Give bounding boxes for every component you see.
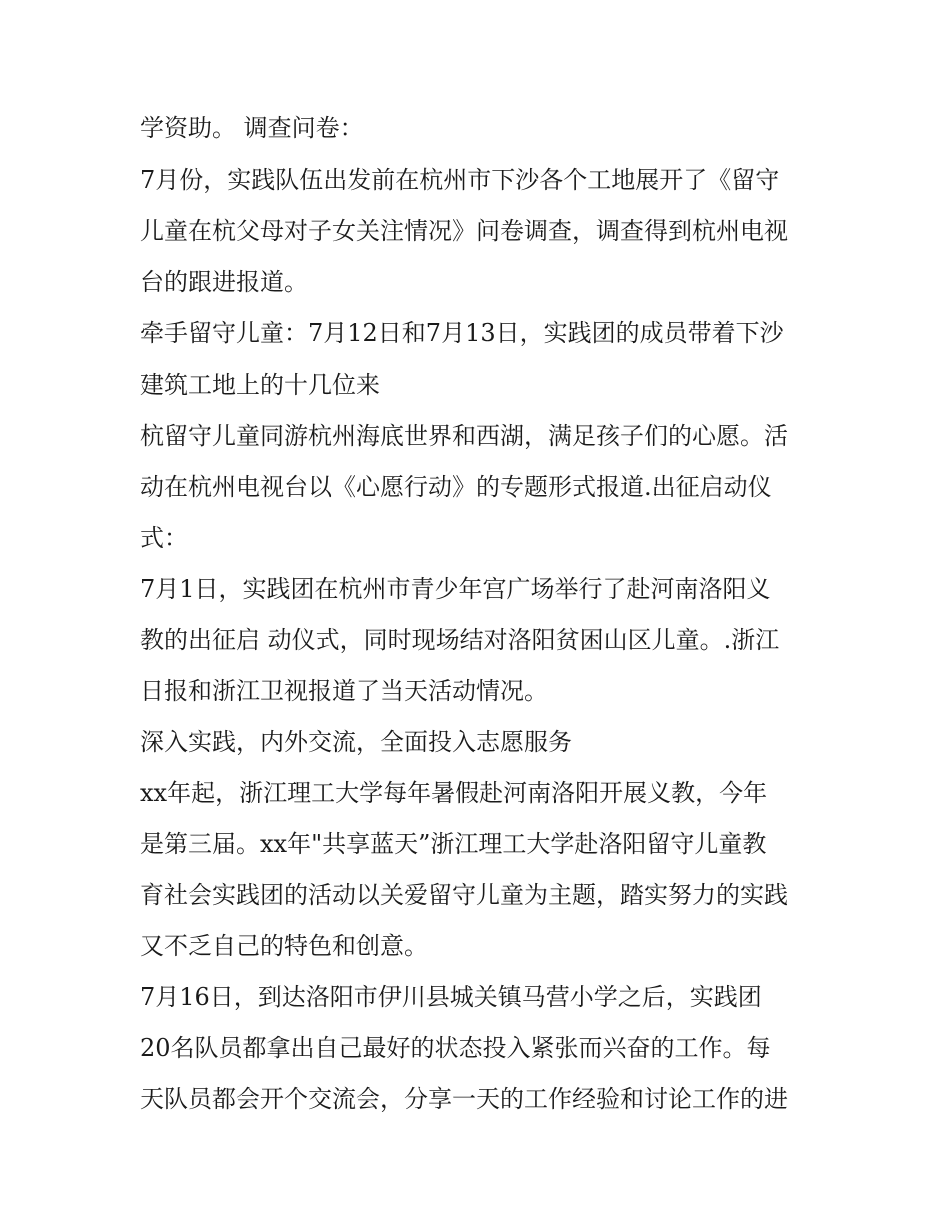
text-line-14: xx年起，浙江理工大学每年暑假赴河南洛阳开展义教，今年 <box>140 779 768 807</box>
text-line-6: 建筑工地上的十几位来 <box>140 371 380 399</box>
text-line-20: 天队员都会开个交流会，分享一天的工作经验和讨论工作的进 <box>140 1085 788 1113</box>
text-line-7: 杭留守儿童同游杭州海底世界和西湖，满足孩子们的心愿。活 <box>140 422 788 450</box>
text-line-4: 台的跟进报道。 <box>140 268 308 296</box>
text-line-10: 7月1日，实践团在杭州市青少年宫广场举行了赴河南洛阳义 <box>140 575 771 603</box>
text-line-18: 7月16日，到达洛阳市伊川县城关镇马营小学之后，实践团 <box>140 983 762 1011</box>
text-line-12: 日报和浙江卫视报道了当天活动情况。 <box>140 677 548 705</box>
text-line-1: 学资助。 调查问卷： <box>140 114 364 142</box>
text-line-17: 又不乏自己的特色和创意。 <box>140 932 428 960</box>
text-line-8: 动在杭州电视台以《心愿行动》的专题形式报道.出征启动仪 <box>140 473 772 501</box>
text-line-16: 育社会实践团的活动以关爱留守儿童为主题，踏实努力的实践 <box>140 881 788 909</box>
text-line-19: 20名队员都拿出自己最好的状态投入紧张而兴奋的工作。每 <box>140 1034 771 1062</box>
text-line-11: 教的出征启 动仪式，同时现场结对洛阳贫困山区儿童。.浙江 <box>140 626 780 654</box>
text-line-13: 深入实践，内外交流，全面投入志愿服务 <box>140 728 572 756</box>
text-line-2: 7月份，实践队伍出发前在杭州市下沙各个工地展开了《留守 <box>140 166 780 194</box>
text-line-5: 牵手留守儿童：7月12日和7月13日，实践团的成员带着下沙 <box>140 319 784 347</box>
text-line-3: 儿童在杭父母对子女关注情况》问卷调查，调查得到杭州电视 <box>140 217 788 245</box>
text-line-15: 是第三届。xx年"共享蓝天”浙江理工大学赴洛阳留守儿童教 <box>140 830 767 858</box>
text-line-9: 式： <box>140 524 188 552</box>
